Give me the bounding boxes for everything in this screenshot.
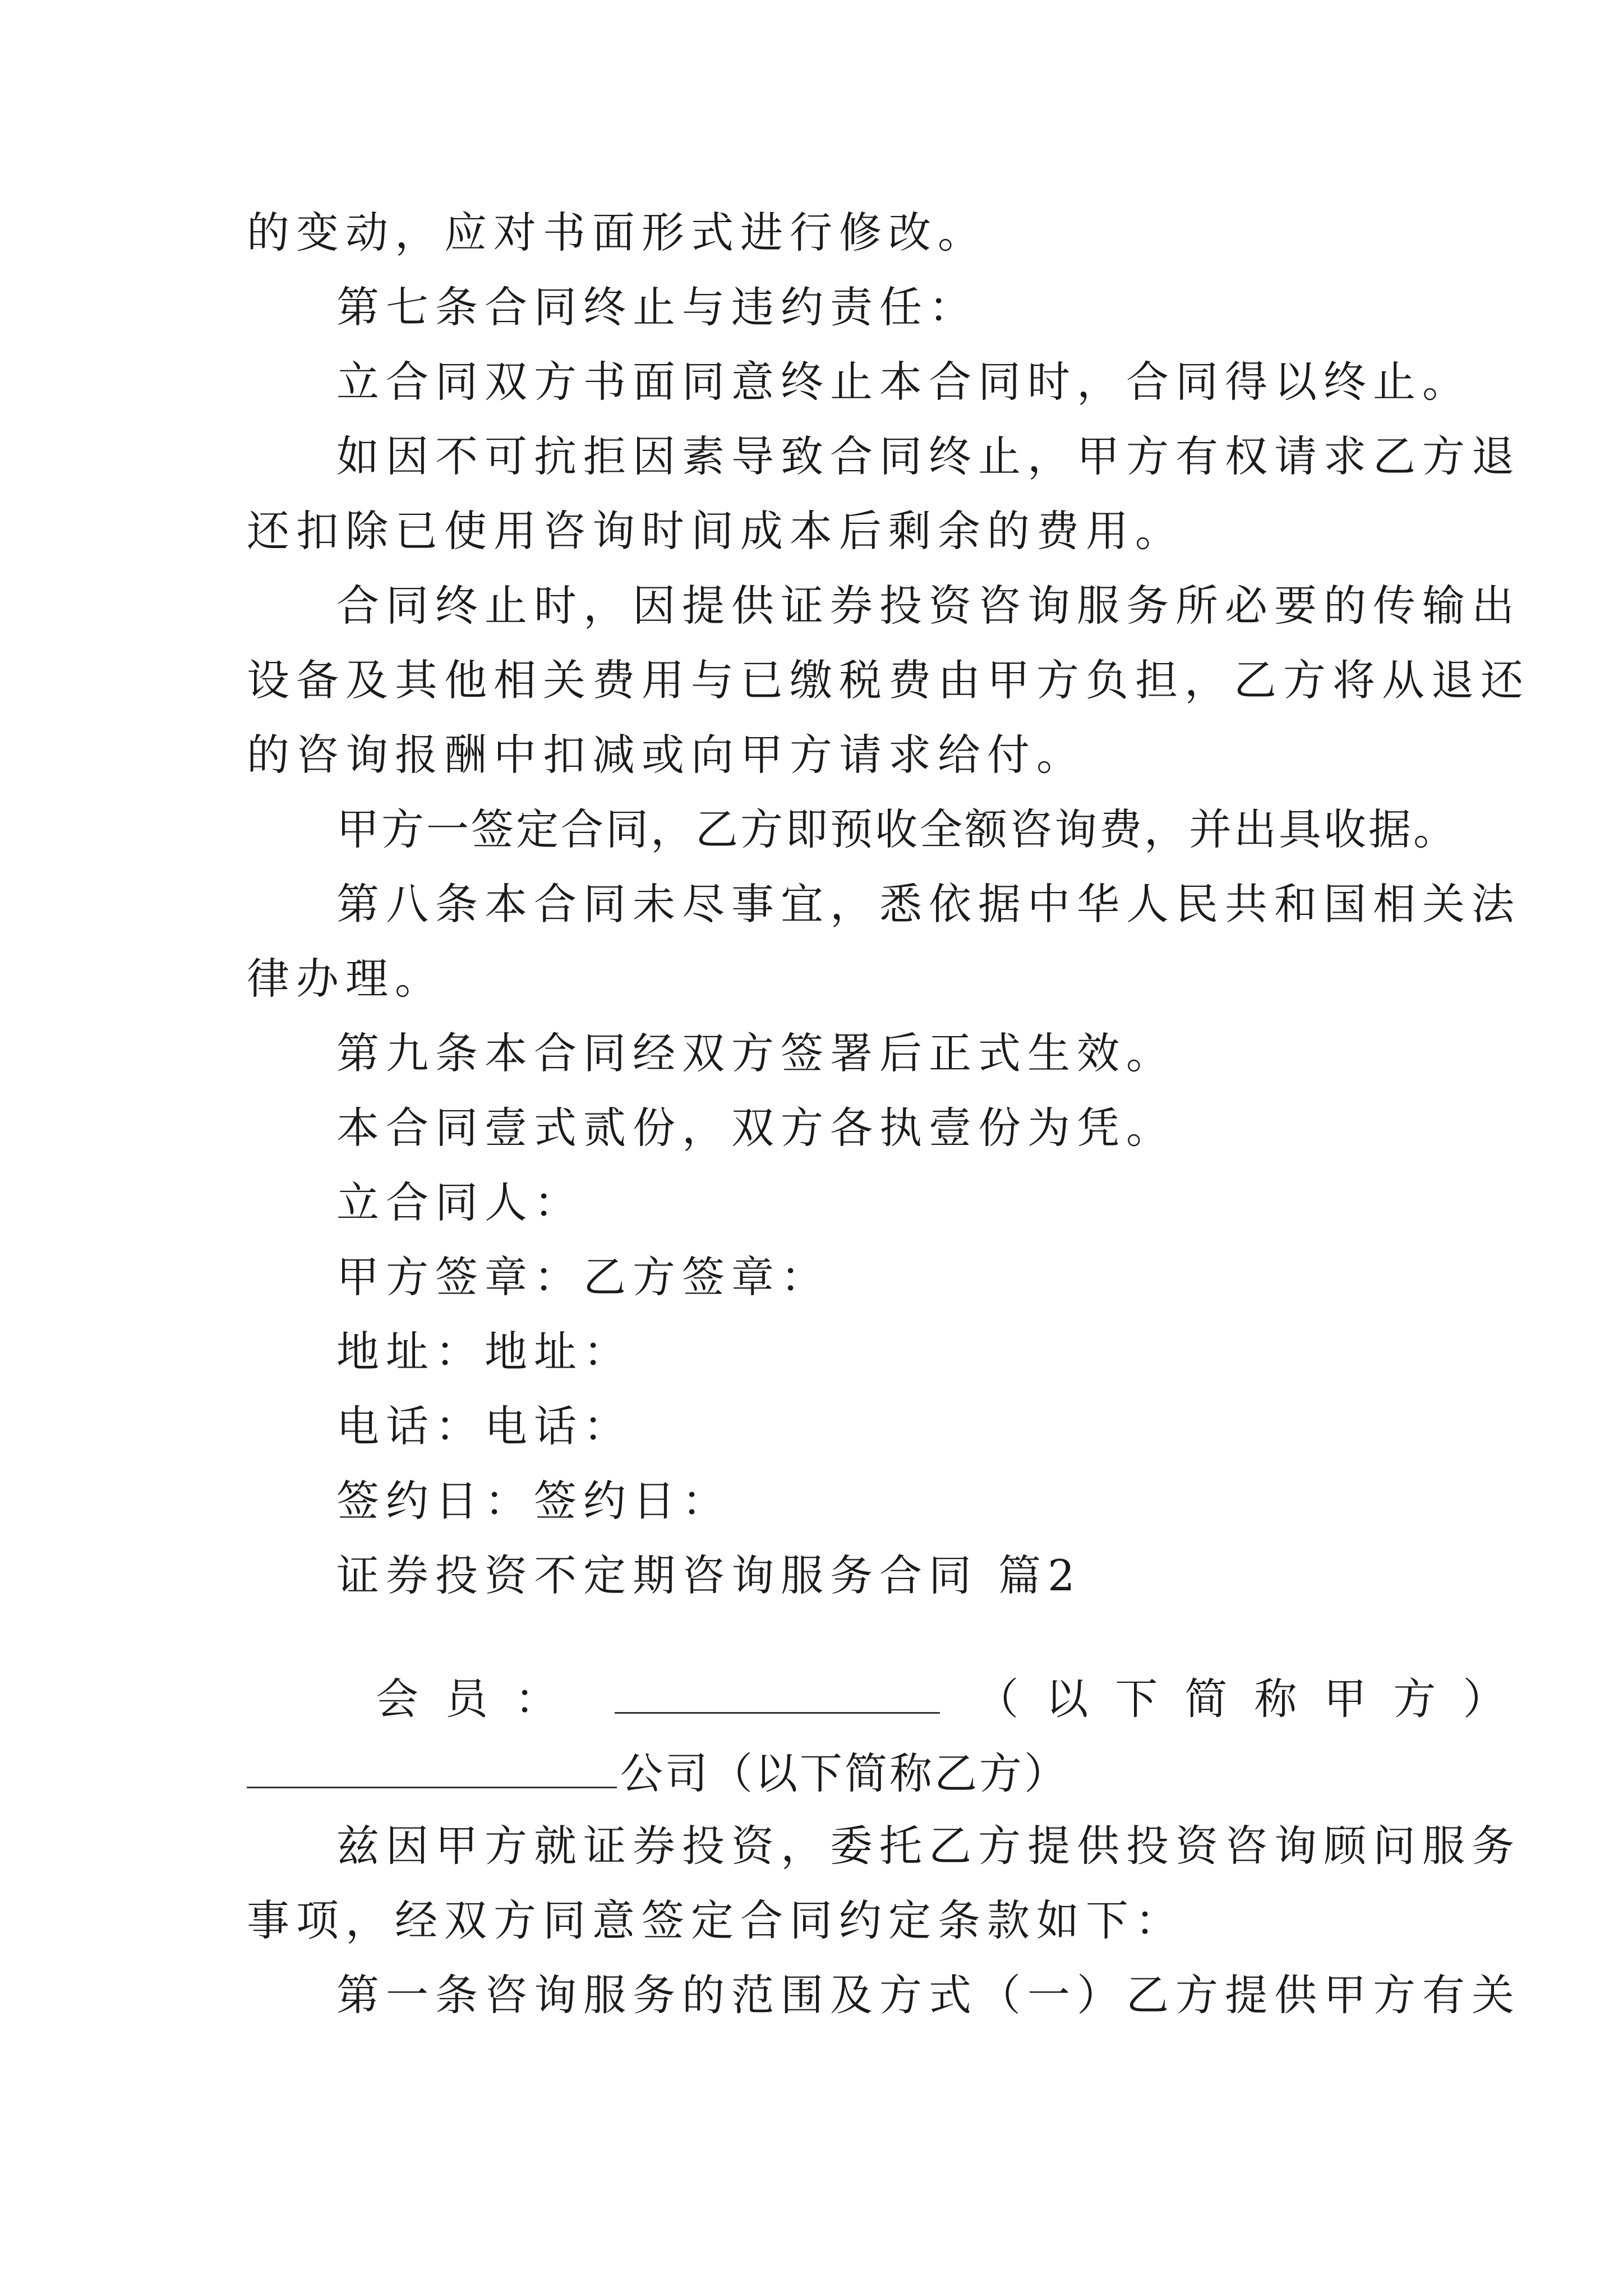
article-heading: 第七条合同终止与违约责任：: [336, 282, 978, 332]
signature-label: 电话：电话：: [336, 1401, 633, 1451]
member-label: 会员：: [376, 1674, 584, 1724]
paragraph-line: 律办理。: [247, 954, 444, 1004]
article-heading: 第一条咨询服务的范围及方式（一）乙方提供甲方有关: [336, 1970, 1521, 2020]
paragraph-line: 兹因甲方就证券投资，委托乙方提供投资咨询顾问服务: [336, 1821, 1521, 1871]
paragraph-line: 合同终止时，因提供证券投资咨询服务所必要的传输出: [336, 581, 1521, 631]
paragraph-line: 还扣除已使用咨询时间成本后剩余的费用。: [247, 506, 1184, 556]
member-line: [376, 1672, 1533, 1724]
article-heading: 第九条本合同经双方签署后正式生效。: [336, 1028, 1175, 1078]
company-blank: [247, 1746, 617, 1788]
paragraph-line: 事项，经双方同意签定合同约定条款如下：: [247, 1895, 1184, 1945]
signature-label: 立合同人：: [336, 1177, 583, 1227]
paragraph-line: 的咨询报酬中扣减或向甲方请求给付。: [247, 730, 1086, 780]
signature-label: 签约日：签约日：: [336, 1476, 731, 1526]
section-title: 证券投资不定期咨询服务合同 篇2: [336, 1550, 1082, 1600]
signature-label: 地址：地址：: [336, 1327, 633, 1377]
signature-label: 甲方签章：乙方签章：: [336, 1252, 830, 1302]
paragraph-line: 本合同壹式贰份，双方各执壹份为凭。: [336, 1103, 1175, 1153]
company-suffix: 公司（以下简称乙方）: [620, 1749, 1069, 1798]
paragraph-line: 设备及其他相关费用与已缴税费由甲方负担，乙方将从退还: [247, 655, 1530, 705]
paragraph-line: 立合同双方书面同意终止本合同时，合同得以终止。: [336, 357, 1472, 407]
paragraph-line: 甲方一签定合同，乙方即预收全额咨询费，并出具收据。: [336, 804, 1458, 854]
company-line: [247, 1746, 1396, 1799]
paragraph-line: 的变动，应对书面形式进行修改。: [247, 208, 987, 257]
paragraph-line: 如因不可抗拒因素导致合同终止，甲方有权请求乙方退: [336, 431, 1521, 481]
article-heading: 第八条本合同未尽事宜，悉依据中华人民共和国相关法: [336, 879, 1521, 929]
member-blank: [615, 1672, 940, 1714]
member-suffix: （以下简称甲方）: [976, 1674, 1533, 1724]
